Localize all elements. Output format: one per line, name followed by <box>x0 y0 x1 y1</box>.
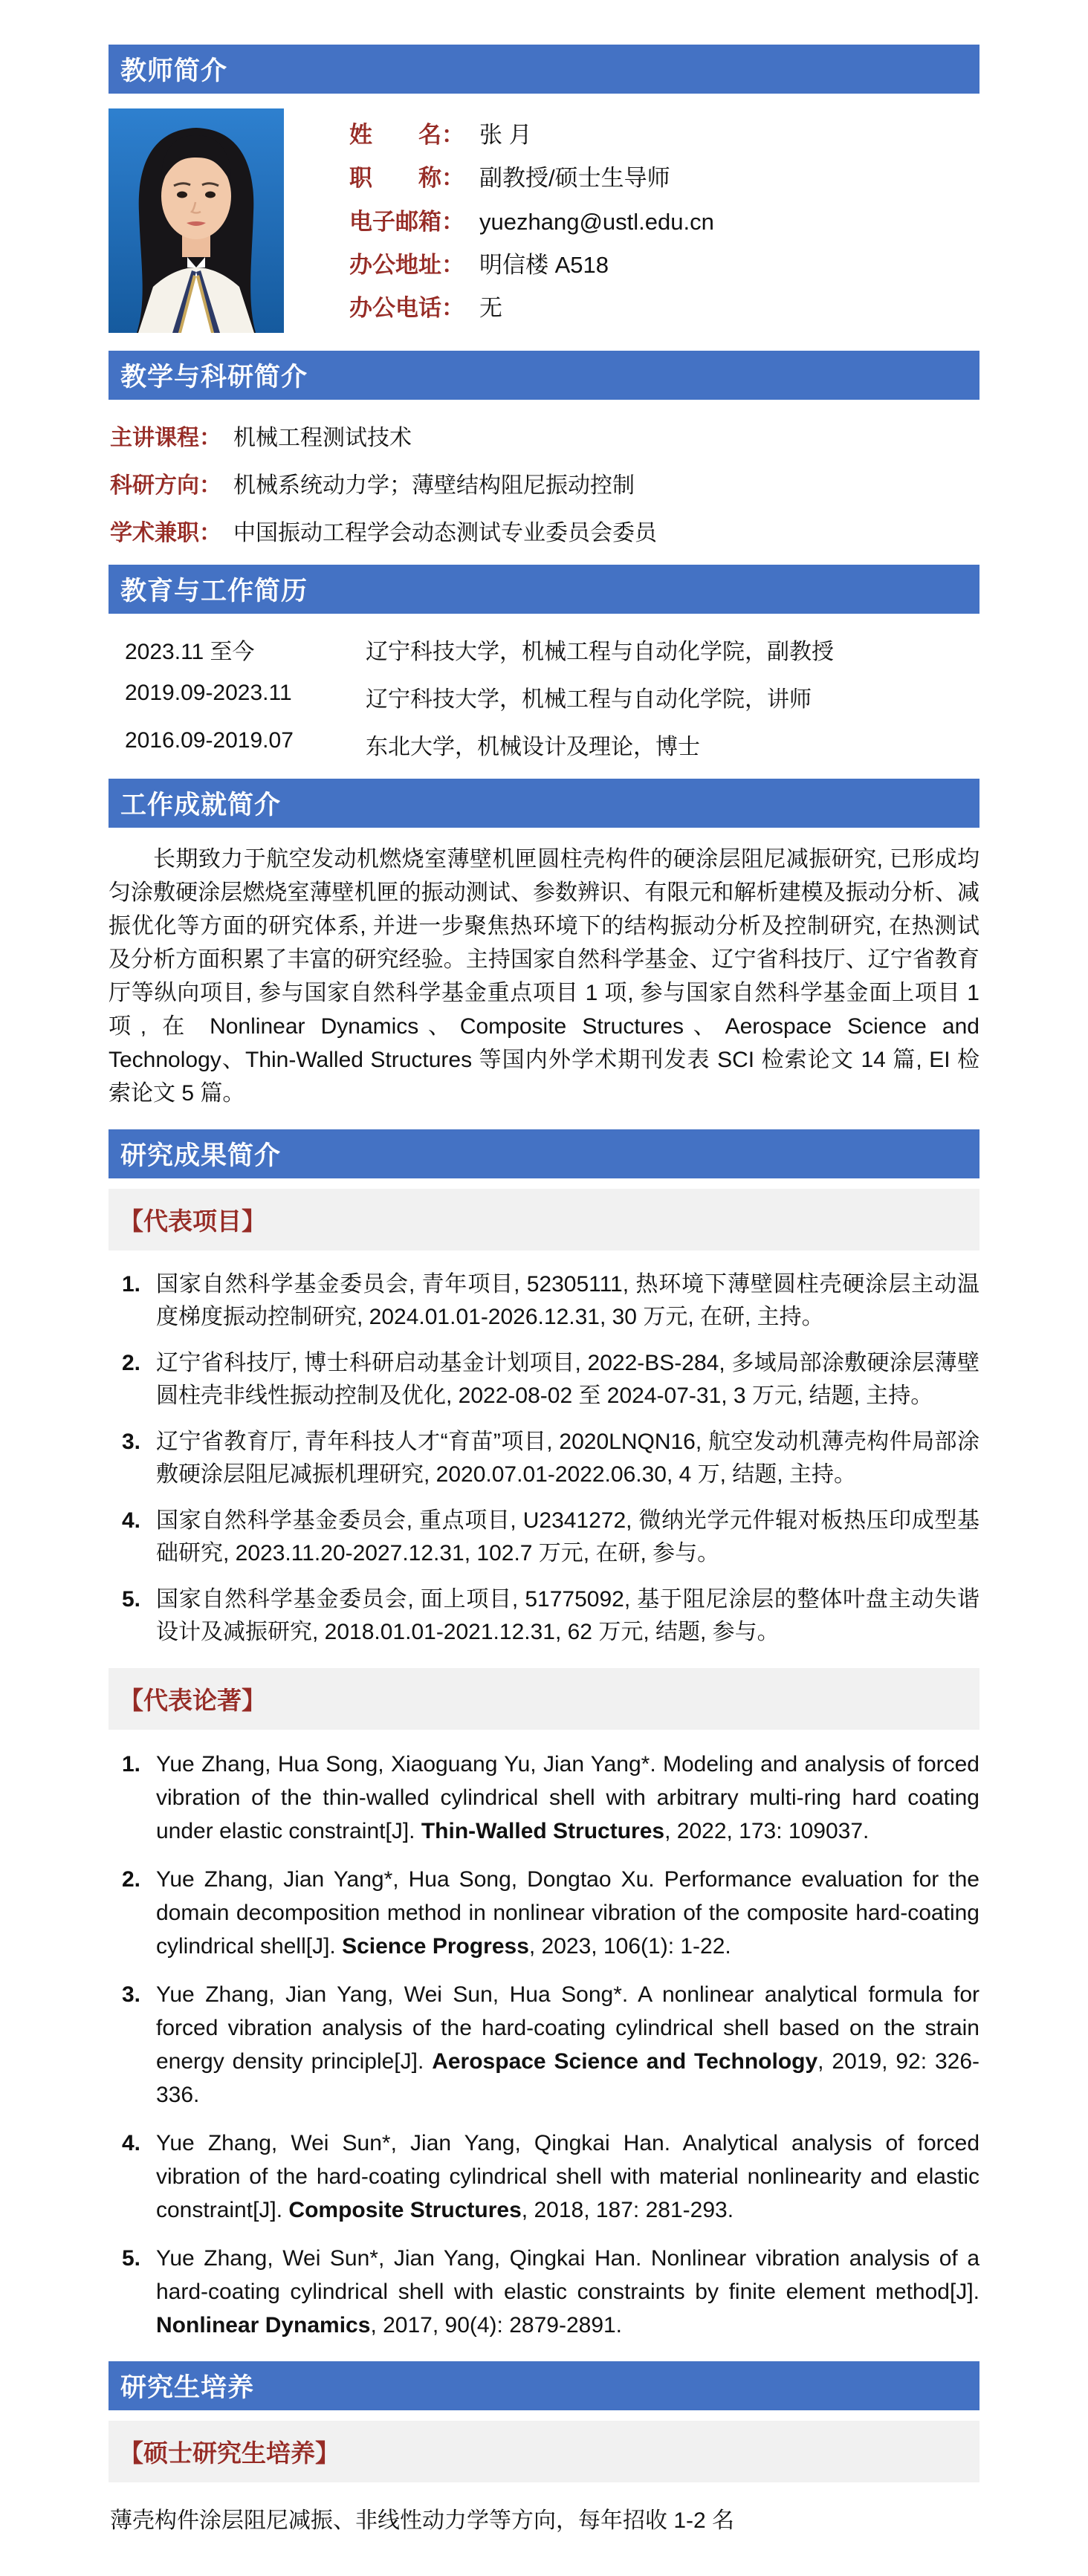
section-title: 研究成果简介 <box>120 1141 282 1170</box>
section-title: 工作成就简介 <box>120 791 282 820</box>
project-item <box>109 1583 979 1649</box>
field-title-label: 职 称： <box>349 165 464 192</box>
project-number: 2. <box>122 1351 141 1375</box>
publication-text: Yue Zhang, Hua Song, Xiaoguang Yu, Jian Yang*. Modeling and analysis of forced vibration of the thin-walled cylindrical shell with arbitrary multi-ring hard coating under elastic constraint[J]. Thin-Walled Structures, 2022, 173: 109037. <box>156 1752 979 1843</box>
portrait-photo <box>109 108 284 333</box>
project-number: 4. <box>122 1508 141 1533</box>
section-title: 教育与工作简历 <box>120 577 308 606</box>
field-name <box>349 116 979 149</box>
field-email-value: yuezhang@ustl.edu.cn <box>479 208 714 235</box>
education-desc: 辽宁科技大学，机械工程与自动化学院，讲师 <box>366 687 812 712</box>
field-title-value: 副教授/硕士生导师 <box>479 165 670 192</box>
field-name-label: 姓 名： <box>349 122 464 148</box>
publication-item <box>109 1863 979 1963</box>
profile-block <box>109 108 979 333</box>
subheading-representative-publications: 【代表论著】 <box>109 1668 979 1730</box>
row-academic-posts-value: 中国振动工程学会动态测试专业委员会委员 <box>233 521 657 545</box>
field-office <box>349 246 979 279</box>
graduate-recruiting-line: 薄壳构件涂层阻尼减振、非线性动力学等方向，每年招收 1-2 名 <box>110 2508 735 2533</box>
publication-text: Yue Zhang, Wei Sun*, Jian Yang, Qingkai Han. Nonlinear vibration analysis of a hard-coating cylindrical shell with elastic constraints by finite element method[J]. Nonlinear Dynamics, 2017, 90(4): 2879-2891. <box>156 2246 979 2337</box>
education-block <box>110 633 979 761</box>
projects-list <box>109 1268 979 1649</box>
publication-item <box>109 1748 979 1848</box>
project-number: 1. <box>122 1272 141 1297</box>
publication-text: Yue Zhang, Wei Sun*, Jian Yang, Qingkai Han. Analytical analysis of forced vibration of the hard-coating cylindrical shell with material nonlinearity and elastic constraint[J]. Composite Structures, 2018, 187: 281-293. <box>156 2131 979 2222</box>
section-header-teaching-research <box>109 351 979 400</box>
project-number: 3. <box>122 1430 141 1454</box>
project-number: 5. <box>122 1587 141 1612</box>
education-row <box>110 681 979 713</box>
row-research-direction <box>110 467 979 499</box>
section-header-research-results <box>109 1129 979 1178</box>
section-header-education-career <box>109 565 979 614</box>
education-desc: 辽宁科技大学，机械工程与自动化学院，副教授 <box>366 640 834 664</box>
project-text: 国家自然科学基金委员会, 重点项目, U2341272, 微纳光学元件辊对板热压印成型基础研究, 2023.11.20-2027.12.31, 102.7 万元, 在研, 参与。 <box>156 1508 979 1566</box>
education-row <box>110 728 979 761</box>
row-courses <box>110 419 979 452</box>
publication-text: Yue Zhang, Jian Yang*, Hua Song, Dongtao Xu. Performance evaluation for the domain decomposition method in nonlinear vibration of the composite hard-coating cylindrical shell[J]. Science Progress, 2023, 106(1): 1-22. <box>156 1867 979 1959</box>
teaching-block <box>110 419 979 547</box>
row-academic-posts-label: 学术兼职： <box>110 521 221 545</box>
publication-item <box>109 2126 979 2227</box>
education-row <box>110 633 979 666</box>
project-text: 辽宁省教育厅, 青年科技人才“育苗”项目, 2020LNQN16, 航空发动机薄壳构件局部涂敷硬涂层阻尼减振机理研究, 2020.07.01-2022.06.30, 4 万, 结题, 主持。 <box>156 1430 979 1487</box>
project-item <box>109 1268 979 1334</box>
section-header-achievements <box>109 779 979 828</box>
section-header-graduate-training <box>109 2361 979 2410</box>
field-phone-value: 无 <box>479 295 502 321</box>
portrait-photo-graphic <box>109 108 284 333</box>
section-title: 研究生培养 <box>120 2373 255 2402</box>
project-text: 国家自然科学基金委员会, 面上项目, 51775092, 基于阻尼涂层的整体叶盘主动失谐设计及减振研究, 2018.01.01-2021.12.31, 62 万元, 结题, 参与。 <box>156 1587 979 1644</box>
publication-number: 5. <box>122 2246 141 2271</box>
publication-number: 4. <box>122 2131 141 2155</box>
education-date: 2023.11 至今 <box>125 640 255 664</box>
row-courses-value: 机械工程测试技术 <box>233 426 412 450</box>
project-item <box>109 1426 979 1491</box>
field-phone <box>349 289 979 322</box>
field-email-label: 电子邮箱： <box>349 208 464 235</box>
achievements-paragraph: 长期致力于航空发动机燃烧室薄壁机匣圆柱壳构件的硬涂层阻尼减振研究, 已形成均匀涂敷硬涂层燃烧室薄壁机匣的振动测试、参数辨识、有限元和解析建模及振动分析、减振优化等方面的研究体系, 并进一步聚焦热环境下的结构振动分析及控制研究, 在热测试及分析方面积累了丰富的研究经验。主持国家自然科学基金、辽宁省科技厅、辽宁省教育厅等纵向项目, 参与国家自然科学基金重点项目 1 项, 参与国家自然科学基金面上项目 1 项, 在 Nonlinear Dynamics、Composite Structures、Aerospace Science and Technology、Thin-Walled Structures 等国内外学术期刊发表 SCI 检索论文 14 篇, EI 检索论文 5 篇。 <box>109 847 979 1106</box>
section-header-teacher-intro <box>109 45 979 94</box>
profile-fields <box>317 108 979 333</box>
publication-number: 3. <box>122 1982 141 2007</box>
project-item <box>109 1347 979 1412</box>
education-date: 2019.09-2023.11 <box>125 681 292 705</box>
publication-text: Yue Zhang, Jian Yang, Wei Sun, Hua Song*. A nonlinear analytical formula for forced vibration analysis of the hard-coating cylindrical shell based on the strain energy density principle[J]. Aerospace Science and Technology, 2019, 92: 326-336. <box>156 1982 979 2107</box>
publications-list <box>109 1748 979 2342</box>
field-name-value: 张 月 <box>479 122 532 148</box>
row-academic-posts <box>110 514 979 547</box>
section-title: 教学与科研简介 <box>120 363 308 392</box>
subheading-master-training: 【硕士研究生培养】 <box>109 2421 979 2482</box>
field-office-label: 办公地址： <box>349 251 464 278</box>
subheading-representative-projects: 【代表项目】 <box>109 1189 979 1250</box>
row-research-direction-label: 科研方向： <box>110 473 221 498</box>
field-email <box>349 203 979 236</box>
education-desc: 东北大学，机械设计及理论，博士 <box>366 735 700 759</box>
field-office-value: 明信楼 A518 <box>479 251 609 278</box>
field-title <box>349 159 979 192</box>
row-research-direction-value: 机械系统动力学；薄壁结构阻尼振动控制 <box>233 473 635 498</box>
publication-item <box>109 1978 979 2112</box>
project-text: 国家自然科学基金委员会, 青年项目, 52305111, 热环境下薄壁圆柱壳硬涂层主动温度梯度振动控制研究, 2024.01.01-2026.12.31, 30 万元, 在研, 主持。 <box>156 1272 979 1329</box>
education-date: 2016.09-2019.07 <box>125 728 294 753</box>
project-item <box>109 1505 979 1570</box>
row-courses-label: 主讲课程： <box>110 426 221 450</box>
project-text: 辽宁省科技厅, 博士科研启动基金计划项目, 2022-BS-284, 多域局部涂敷硬涂层薄壁圆柱壳非线性振动控制及优化, 2022-08-02 至 2024-07-31, 3 万元, 结题, 主持。 <box>156 1351 979 1408</box>
field-phone-label: 办公电话： <box>349 295 464 321</box>
publication-item <box>109 2242 979 2342</box>
section-title: 教师简介 <box>120 56 228 85</box>
publication-number: 2. <box>122 1867 141 1892</box>
publication-number: 1. <box>122 1752 141 1777</box>
